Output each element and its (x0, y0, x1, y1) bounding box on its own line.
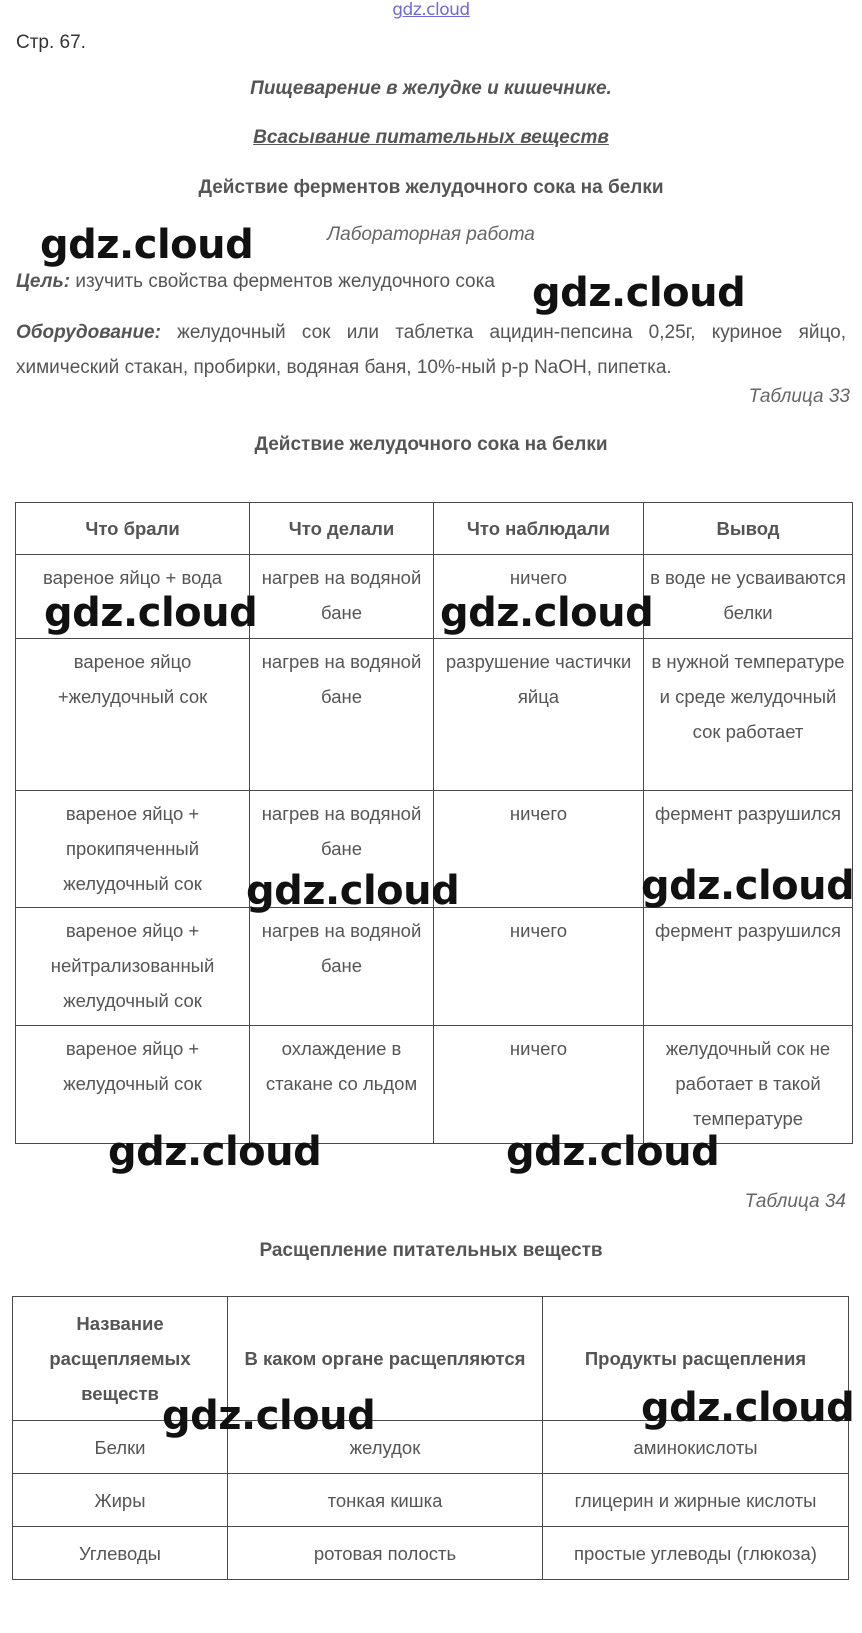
table-cell: вареное яйцо +желудочный сок (16, 639, 250, 791)
table-cell: в воде не усваиваются белки (644, 555, 853, 639)
watermark: gdz.cloud (44, 590, 258, 636)
table-cell: фермент разрушился (644, 908, 853, 1026)
table-header-row (16, 503, 853, 555)
table-header-cell: Вывод (644, 503, 853, 555)
table-cell: ничего (433, 555, 643, 639)
table-cell: тонкая кишка (228, 1474, 543, 1527)
watermark: gdz.cloud (40, 222, 254, 268)
table-cell: разрушение частички яйца (433, 639, 643, 791)
watermark: gdz.cloud (506, 1129, 720, 1175)
table34 (12, 1296, 849, 1580)
topic-title: Действие ферментов желудочного сока на белки (198, 177, 664, 198)
table34-title: Расщепление питательных веществ (259, 1240, 603, 1261)
table-cell: нагрев на водяной бане (250, 791, 434, 908)
table-row (16, 555, 853, 639)
table-cell: фермент разрушился (644, 791, 853, 908)
table-header-cell: В каком органе расщепляются (228, 1297, 543, 1421)
watermark: gdz.cloud (532, 270, 746, 316)
table-row (13, 1421, 849, 1474)
table-cell: ничего (433, 908, 643, 1026)
table-cell: вареное яйцо + нейтрализованный желудочный сок (16, 908, 250, 1026)
goal-line (16, 271, 495, 293)
table-row (16, 1026, 853, 1144)
table-cell: Белки (13, 1421, 228, 1474)
table-header-cell: Продукты расщепления (543, 1297, 849, 1421)
work-type: Лабораторная работа (327, 224, 535, 245)
table-cell: простые углеводы (глюкоза) (543, 1527, 849, 1580)
watermark: gdz.cloud (246, 868, 460, 914)
equipment-text: желудочный сок или таблетка ацидин-пепсина 0,25г, куриное яйцо, химический стакан, пробирки, водяная баня, 10%-ный р-р NaOH, пипетка. (16, 322, 846, 378)
chapter-title: Пищеварение в желудке и кишечнике. (250, 78, 612, 99)
table-cell: нагрев на водяной бане (250, 639, 434, 791)
watermark: gdz.cloud (440, 590, 654, 636)
table-header-cell: Название расщепляемых веществ (13, 1297, 228, 1421)
table-cell: вареное яйцо + вода (16, 555, 250, 639)
table33-title: Действие желудочного сока на белки (254, 434, 608, 455)
watermark: gdz.cloud (108, 1129, 322, 1175)
table-row (16, 908, 853, 1026)
table-cell: желудок (228, 1421, 543, 1474)
table-cell: вареное яйцо + желудочный сок (16, 1026, 250, 1144)
table-row (13, 1474, 849, 1527)
table-cell: ничего (433, 791, 643, 908)
table-cell: нагрев на водяной бане (250, 555, 434, 639)
table-cell: Углеводы (13, 1527, 228, 1580)
table-row (13, 1527, 849, 1580)
table-cell: охлаждение в стакане со льдом (250, 1026, 434, 1144)
table33 (15, 502, 853, 1144)
table-cell: нагрев на водяной бане (250, 908, 434, 1026)
goal-text: изучить свойства ферментов желудочного сока (70, 271, 495, 292)
table-row (16, 639, 853, 791)
table-header-cell: Что делали (250, 503, 434, 555)
table-header-row (13, 1297, 849, 1421)
page-number: Стр. 67. (16, 32, 86, 53)
table-cell: вареное яйцо + прокипяченный желудочный сок (16, 791, 250, 908)
table-cell: аминокислоты (543, 1421, 849, 1474)
site-link[interactable]: gdz.cloud (392, 0, 470, 20)
equipment-label: Оборудование: (16, 322, 161, 343)
table-cell: глицерин и жирные кислоты (543, 1474, 849, 1527)
chapter-subtitle: Всасывание питательных веществ (253, 127, 609, 148)
table-header-cell: Что наблюдали (433, 503, 643, 555)
table-cell: ничего (433, 1026, 643, 1144)
table-header-cell: Что брали (16, 503, 250, 555)
equipment-paragraph (16, 315, 846, 385)
table-cell: Жиры (13, 1474, 228, 1527)
table-cell: желудочный сок не работает в такой температуре (644, 1026, 853, 1144)
table33-number: Таблица 33 (748, 386, 850, 407)
table-cell: ротовая полость (228, 1527, 543, 1580)
watermark: gdz.cloud (641, 863, 855, 909)
table-cell: в нужной температуре и среде желудочный сок работает (644, 639, 853, 791)
watermark: gdz.cloud (641, 1385, 855, 1431)
watermark: gdz.cloud (162, 1393, 376, 1439)
table34-number: Таблица 34 (744, 1191, 846, 1212)
goal-label: Цель: (16, 271, 71, 292)
table-row (16, 791, 853, 908)
